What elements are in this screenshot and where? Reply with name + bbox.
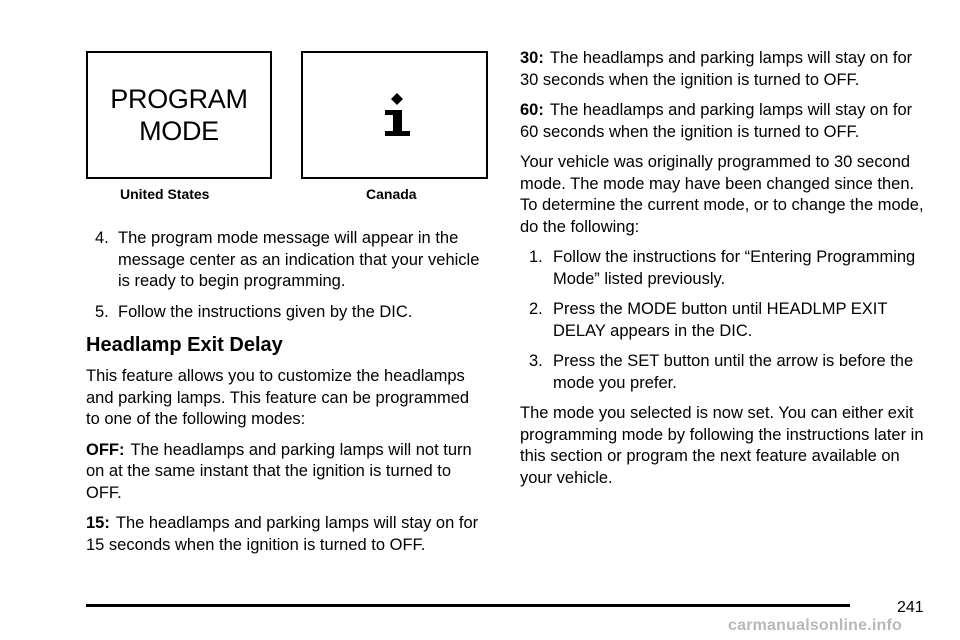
original-mode-note: Your vehicle was originally programmed to 30 second mode. The mode may have been changed since then. To determine the current mode, or to change the mode, do the following: — [520, 153, 924, 236]
closing-paragraph: The mode you selected is now set. You can either exit programming mode by following the instructions later in this section or program the next feature available on your vehicle. — [520, 404, 924, 487]
mode-60-paragraph — [520, 100, 930, 143]
mode-description: The headlamps and parking lamps will stay on for 60 seconds when the ignition is turned to OFF. — [520, 101, 913, 141]
mode-term: 60: — [520, 101, 544, 119]
mode-term: 15: — [86, 514, 110, 532]
list-item — [520, 247, 930, 290]
step-text: Follow the instructions for “Entering Programming Mode” listed previously. — [553, 248, 916, 288]
program-mode-line-2: MODE — [139, 116, 219, 146]
page-number: 241 — [897, 599, 924, 616]
info-icon — [379, 93, 415, 139]
left-column — [86, 228, 486, 565]
program-mode-line-1: PROGRAM — [110, 84, 248, 114]
watermark: carmanualsonline.info — [728, 617, 903, 634]
left-steps-list — [86, 228, 486, 323]
mode-term: OFF: — [86, 440, 125, 459]
mode-15-paragraph — [86, 513, 486, 556]
right-column — [520, 48, 930, 498]
section-intro: This feature allows you to customize the headlamps and parking lamps. This feature can be programmed to one of the following modes: — [86, 367, 470, 428]
step-number: 1. — [529, 248, 543, 266]
step-number: 3. — [529, 352, 543, 370]
step-text: The program mode message will appear in the message center as an indication that your vehicle is ready to begin programming. — [118, 229, 480, 290]
mode-off-paragraph — [86, 440, 486, 505]
mode-description: The headlamps and parking lamps will stay on for 15 seconds when the ignition is turned to OFF. — [86, 514, 479, 554]
caption-united-states: United States — [120, 186, 210, 202]
step-number: 2. — [529, 300, 543, 318]
mode-term: 30: — [520, 49, 544, 67]
list-item — [86, 228, 486, 293]
mode-30-paragraph — [520, 48, 930, 91]
footer-rule — [86, 604, 850, 607]
mode-description: The headlamps and parking lamps will not turn on at the same instant that the ignition is turned to OFF. — [86, 440, 472, 502]
program-mode-display-us — [86, 51, 272, 179]
list-item — [520, 351, 930, 394]
program-mode-text — [88, 83, 270, 147]
step-number: 5. — [95, 302, 109, 321]
program-mode-display-canada — [301, 51, 488, 179]
mode-description: The headlamps and parking lamps will stay on for 30 seconds when the ignition is turned to OFF. — [520, 49, 913, 89]
step-number: 4. — [95, 229, 109, 247]
step-text: Press the SET button until the arrow is before the mode you prefer. — [553, 352, 914, 392]
step-text: Press the MODE button until HEADLMP EXIT DELAY appears in the DIC. — [553, 300, 888, 340]
caption-canada: Canada — [366, 186, 417, 202]
section-heading: Headlamp Exit Delay — [86, 334, 283, 356]
right-steps-list — [520, 247, 930, 394]
list-item — [86, 302, 486, 324]
list-item — [520, 299, 930, 342]
step-text: Follow the instructions given by the DIC. — [118, 302, 413, 321]
